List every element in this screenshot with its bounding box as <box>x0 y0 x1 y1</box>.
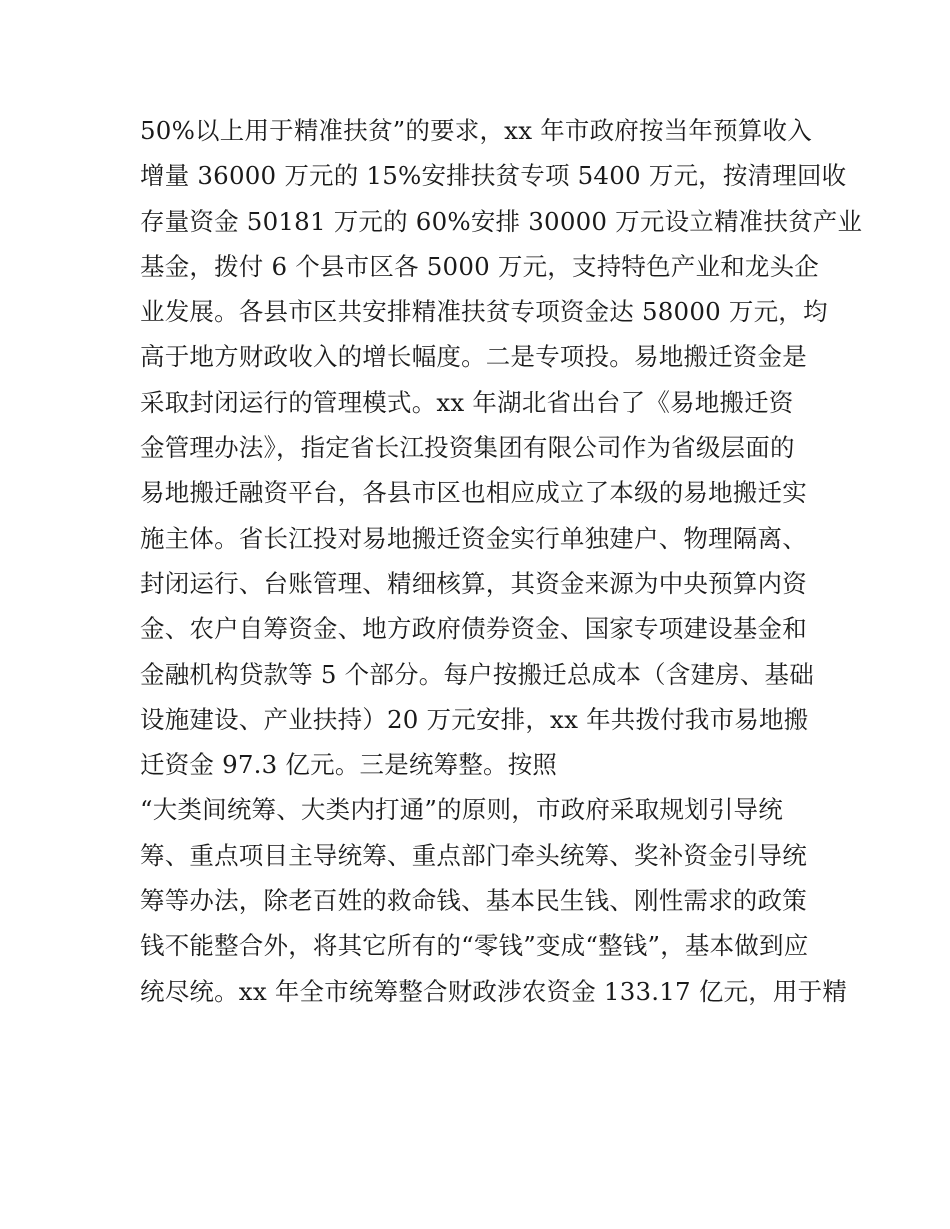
text-line-6: 高于地方财政收入的增长幅度。二是专项投。易地搬迁资金是 <box>140 342 807 372</box>
text-line-14: 设施建设、产业扶持）20 万元安排，xx 年共拨付我市易地搬 <box>140 704 809 734</box>
text-line-15: 迁资金 97.3 亿元。三是统筹整。按照 <box>140 750 558 780</box>
body-text <box>140 108 863 1014</box>
text-line-1: 50%以上用于精准扶贫”的要求，xx 年市政府按当年预算收入 <box>140 116 812 145</box>
text-line-4: 基金，拨付 6 个县市区各 5000 万元，支持特色产业和龙头企 <box>140 251 819 281</box>
text-line-2: 增量 36000 万元的 15%安排扶贫专项 5400 万元，按清理回收 <box>140 161 847 191</box>
text-line-8: 金管理办法》，指定省长江投资集团有限公司作为省级层面的 <box>140 433 795 463</box>
text-line-19: 钱不能整合外，将其它所有的“零钱”变成“整钱”，基本做到应 <box>140 931 809 961</box>
text-line-18: 筹等办法，除老百姓的救命钱、基本民生钱、刚性需求的政策 <box>140 886 807 916</box>
text-line-12: 金、农户自筹资金、地方政府债券资金、国家专项建设基金和 <box>140 614 807 644</box>
text-line-5: 业发展。各县市区共安排精准扶贫专项资金达 58000 万元，均 <box>140 297 828 327</box>
text-line-9: 易地搬迁融资平台，各县市区也相应成立了本级的易地搬迁实 <box>140 478 807 508</box>
text-line-17: 筹、重点项目主导统筹、重点部门牵头统筹、奖补资金引导统 <box>140 840 807 870</box>
text-line-10: 施主体。省长江投对易地搬迁资金实行单独建户、物理隔离、 <box>140 523 807 553</box>
text-line-13: 金融机构贷款等 5 个部分。每户按搬迁总成本（含建房、基础 <box>140 659 814 689</box>
text-line-20: 统尽统。xx 年全市统筹整合财政涉农资金 133.17 亿元，用于精 <box>140 976 848 1006</box>
text-line-3: 存量资金 50181 万元的 60%安排 30000 万元设立精准扶贫产业 <box>140 206 863 236</box>
text-line-7: 采取封闭运行的管理模式。xx 年湖北省出台了《易地搬迁资 <box>140 387 794 417</box>
text-line-11: 封闭运行、台账管理、精细核算，其资金来源为中央预算内资 <box>140 568 807 598</box>
text-line-16: “大类间统筹、大类内打通”的原则，市政府采取规划引导统 <box>140 795 783 825</box>
